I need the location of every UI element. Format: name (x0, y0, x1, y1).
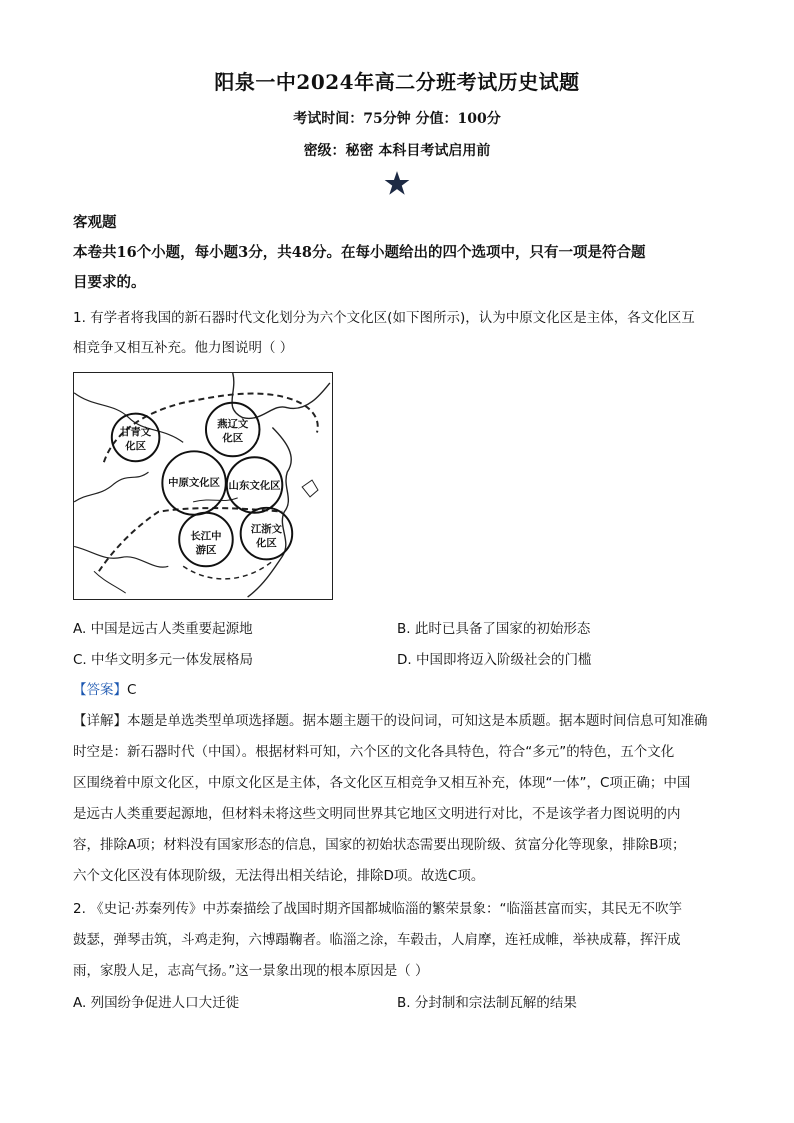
q1-option-d: D. 中国即将迈入阶级社会的门槛 (397, 652, 592, 668)
q2-option-a: A. 列国纷争促进人口大迁徙 (73, 995, 240, 1011)
q1-stem-line1: 1. 有学者将我国的新石器时代文化划分为六个文化区(如下图所示)，认为中原文化区是主体，各文化区互 (73, 310, 695, 326)
map-label-ganqing-1: 甘青文 (120, 426, 152, 439)
map-label-zhongyuan: 中原文化区 (168, 477, 221, 489)
q2-stem-line3: 雨，家殷人足，志高气扬。”这一景象出现的根本原因是（ ） (73, 963, 429, 979)
star-icon (383, 170, 411, 198)
q1-detail-line3: 区围绕着中原文化区，中原文化区是主体，各文化区互相竞争又相互补充，体现“一体”，C项正确；中国 (73, 775, 691, 791)
q1-detail-line6: 六个文化区没有体现阶级，无法得出相关结论，排除D项。故选C项。 (73, 868, 485, 884)
q1-option-b: B. 此时已具备了国家的初始形态 (397, 621, 591, 637)
exam-info: 考试时间：75分钟 分值：100分 (293, 111, 501, 127)
map-label-jiangzhe-1: 江浙文 (250, 523, 283, 536)
map-label-changjiang-2: 游区 (195, 544, 217, 557)
map-label-ganqing-2: 化区 (125, 440, 146, 453)
map-label-changjiang-1: 长江中 (190, 530, 222, 543)
secret-info: 密级：秘密 本科目考试启用前 (303, 143, 491, 159)
q1-detail-line1 (73, 711, 708, 731)
detail-tag: 【详解】 (73, 713, 127, 729)
q1-detail-line2: 时空是：新石器时代（中国）。根据材料可知，六个区的文化各具特色，符合“多元”的特色，五个文化 (73, 744, 675, 760)
detail-text-1: 本题是单选类型单项选择题。据本题主题干的设问词，可知这是本质题。据本题时间信息可知准确 (127, 713, 708, 729)
section-intro-line2: 目要求的。 (73, 274, 146, 291)
map-label-yanliao-2: 化区 (222, 432, 244, 445)
map-label-jiangzhe-2: 化区 (256, 537, 277, 550)
culture-region-map (73, 372, 333, 600)
q2-option-b: B. 分封制和宗法制瓦解的结果 (397, 995, 577, 1011)
q1-answer-row (73, 680, 136, 700)
map-label-yanliao-1: 燕辽文 (217, 418, 249, 431)
q1-option-a: A. 中国是远古人类重要起源地 (73, 621, 253, 637)
q2-stem-line1: 2. 《史记·苏秦列传》中苏秦描绘了战国时期齐国都城临淄的繁荣景象：“临淄甚富而实，其民无不吹竽 (73, 901, 682, 917)
q1-option-c: C. 中华文明多元一体发展格局 (73, 652, 254, 668)
answer-value: C (127, 682, 137, 698)
map-label-shandong: 山东文化区 (228, 479, 281, 492)
section-intro-line1: 本卷共16个小题，每小题3分，共48分。在每小题给出的四个选项中，只有一项是符合题 (73, 244, 646, 261)
section-heading: 客观题 (73, 214, 117, 231)
q2-stem-line2: 鼓瑟，弹琴击筑，斗鸡走狗，六博蹋鞠者。临淄之涂，车毂击，人肩摩，连衽成帷，举袂成幕，挥汗成 (73, 932, 681, 948)
q1-detail-line4: 是远古人类重要起源地，但材料未将这些文明同世界其它地区文明进行对比，不是该学者力图说明的内 (73, 806, 681, 822)
map-svg (74, 373, 332, 599)
answer-tag: 【答案】 (73, 682, 127, 698)
q1-stem-line2: 相竞争又相互补充。他力图说明（ ） (73, 340, 294, 356)
q1-detail-line5: 容，排除A项；材料没有国家形态的信息，国家的初始状态需要出现阶级、贫富分化等现象，排除B项； (73, 837, 686, 853)
page-title: 阳泉一中2024年高二分班考试历史试题 (214, 70, 580, 94)
